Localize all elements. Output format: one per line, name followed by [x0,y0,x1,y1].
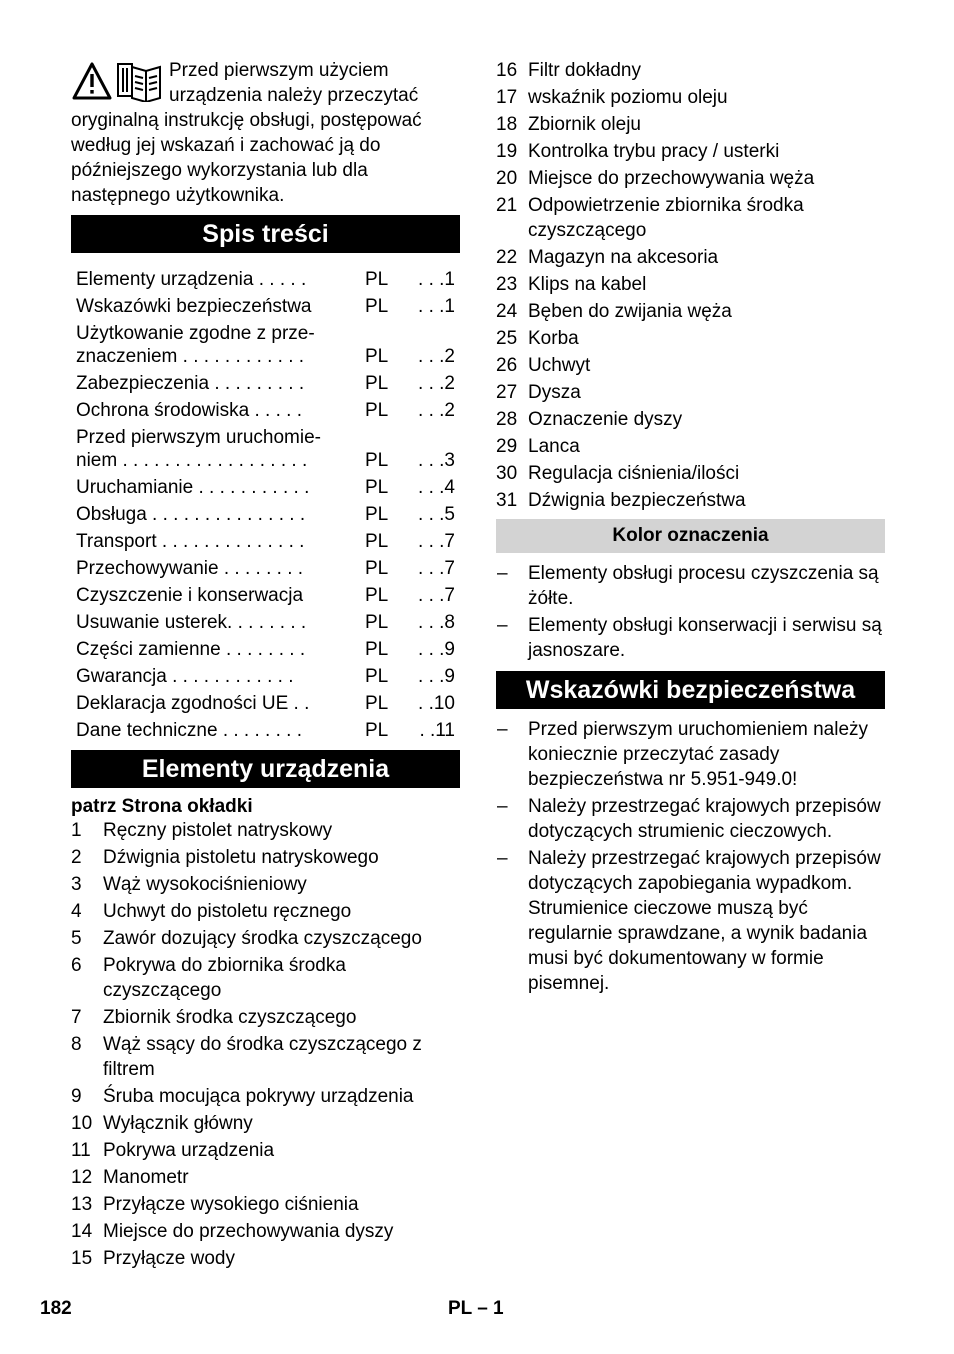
safety-list [496,717,885,996]
page-number: 182 [40,1298,72,1319]
toc-row [76,719,460,742]
toc-entry-lang: PL [365,585,389,606]
list-item [496,85,885,110]
list-item [71,872,460,897]
toc-entry-title: Uruchamianie . . . . . . . . . . . [76,477,310,498]
item-number: 11 [71,1140,91,1161]
item-text: Ręczny pistolet natryskowy [103,820,333,841]
item-text: Należy przestrzegać krajowych przepisów dotyczących zapobiegania wypadkom. Strumienice cieczowe muszą być regularnie sprawdzane, a wynik badania musi być dokumentowany w formie pisemnej. [528,848,881,994]
item-text: Wyłącznik główny [103,1113,253,1134]
toc-entry-page: . . .8 [418,612,455,633]
list-item [496,272,885,297]
list-item [496,846,885,996]
toc-entry-lang: PL [365,612,389,633]
item-text: Elementy obsługi konserwacji i serwisu są jasnoszare. [528,615,882,661]
elements-subheading: patrz Strona okładki [71,796,253,817]
toc-row [76,399,460,422]
list-item [496,299,885,324]
footer-lang-page: PL – 1 [448,1298,504,1319]
item-number: 21 [496,195,518,216]
item-text: Dysza [528,382,581,403]
toc-row [76,295,460,318]
item-number: 13 [71,1194,93,1215]
item-number: 26 [496,355,518,376]
toc-entry-lang: PL [365,558,389,579]
list-item [71,1111,460,1136]
toc-row [76,611,460,634]
toc-row [76,584,460,607]
toc-entry-page: . . .3 [418,450,455,471]
left-column [71,58,460,1273]
item-text: Regulacja ciśnienia/ilości [528,463,740,484]
list-item [496,166,885,191]
toc-entry-lang: PL [365,400,389,421]
list-item [496,407,885,432]
toc-entry-title: Obsługa . . . . . . . . . . . . . . . [76,504,306,525]
item-text: Przed pierwszym uruchomieniem należy koniecznie przeczytać zasady bezpieczeństwa nr 5.951-949.0! [528,719,869,790]
item-number: 4 [71,901,82,922]
toc-entry-title: Elementy urządzenia . . . . . [76,269,307,290]
item-text: Zbiornik środka czyszczącego [103,1007,357,1028]
toc-entry-lang: PL [365,639,389,660]
item-number: 29 [496,436,518,457]
toc-row [76,268,460,291]
toc-entry-title: Gwarancja . . . . . . . . . . . . [76,666,294,687]
item-number: 31 [496,490,518,511]
toc-entry-page: . . .7 [418,531,455,552]
toc-row [76,426,460,472]
table-of-contents [71,268,460,742]
item-text: Zawór dozujący środka czyszczącego [103,928,422,949]
item-number: 16 [496,60,518,81]
manual-book-icon [118,64,160,102]
toc-entry-page: . . .9 [418,639,455,660]
list-item [496,613,885,663]
item-text: Przyłącze wody [103,1248,235,1269]
list-item [496,461,885,486]
list-item [71,1246,460,1271]
list-item [496,193,885,243]
list-item [71,1165,460,1190]
toc-entry-lang: PL [365,720,389,741]
toc-entry-page: . . .1 [418,269,455,290]
list-item [496,488,885,513]
item-text: Bęben do zwijania węża [528,301,732,322]
toc-entry-lang: PL [365,346,389,367]
intro-notice [71,58,460,208]
bullet-dash: – [497,796,508,817]
toc-entry-title: Usuwanie usterek. . . . . . . . [76,612,307,633]
toc-row [76,638,460,661]
toc-entry-title: Wskazówki bezpieczeństwa [76,296,312,317]
toc-entry-page: . . .5 [418,504,455,525]
item-number: 10 [71,1113,93,1134]
list-item [71,1005,460,1030]
item-number: 3 [71,874,82,895]
item-text: Filtr dokładny [528,60,641,81]
toc-entry-lang: PL [365,450,389,471]
intro-text: Przed pierwszym użyciem urządzenia należy przeczytać oryginalną instrukcję obsługi, postępować według jej wskazań i zachować ją do późniejszego wykorzystania lub dla następnego użytkownika. [71,60,422,206]
item-number: 19 [496,141,518,162]
toc-entry-lang: PL [365,373,389,394]
list-item [496,561,885,611]
toc-entry-page: . .11 [419,720,455,741]
toc-entry-page: . . .2 [418,373,455,394]
item-number: 6 [71,955,82,976]
item-number: 14 [71,1221,93,1242]
elements-list-left [71,818,460,1271]
item-number: 5 [71,928,82,949]
bullet-dash: – [497,719,508,740]
item-number: 17 [496,87,518,108]
item-number: 9 [71,1086,82,1107]
item-number: 24 [496,301,518,322]
item-text: Wąż wysokociśnieniowy [103,874,307,895]
item-number: 18 [496,114,518,135]
item-text: Uchwyt [528,355,591,376]
item-text: Magazyn na akcesoria [528,247,719,268]
toc-row [76,692,460,715]
elements-heading: Elementy urządzenia [71,750,460,788]
toc-entry-title: Transport . . . . . . . . . . . . . . [76,531,305,552]
toc-entry-title: Czyszczenie i konserwacja [76,585,304,606]
toc-entry-page: . . .2 [418,346,455,367]
toc-row [76,372,460,395]
toc-entry-title: Przechowywanie . . . . . . . . [76,558,304,579]
elements-list-right [496,58,885,513]
item-text: Dźwignia bezpieczeństwa [528,490,746,511]
item-text: Odpowietrzenie zbiornika środka czyszczącego [528,195,804,241]
item-text: Zbiornik oleju [528,114,641,135]
toc-entry-title: Zabezpieczenia . . . . . . . . . [76,373,305,394]
list-item [496,380,885,405]
toc-entry-page: . . .7 [418,558,455,579]
list-item [496,245,885,270]
toc-entry-page: . . .2 [418,400,455,421]
list-item [496,139,885,164]
item-text: Miejsce do przechowywania dyszy [103,1221,394,1242]
toc-row [76,322,460,368]
toc-entry-lang: PL [365,693,389,714]
bullet-dash: – [497,615,508,636]
toc-entry-lang: PL [365,504,389,525]
toc-entry-lang: PL [365,477,389,498]
color-marking-list [496,561,885,663]
toc-row [76,476,460,499]
item-text: Klips na kabel [528,274,647,295]
toc-entry-lang: PL [365,269,389,290]
item-text: Oznaczenie dyszy [528,409,683,430]
item-number: 12 [71,1167,93,1188]
item-text: Elementy obsługi procesu czyszczenia są żółte. [528,563,879,609]
toc-row [76,557,460,580]
item-text: Pokrywa urządzenia [103,1140,275,1161]
item-number: 7 [71,1007,82,1028]
toc-entry-title: Deklaracja zgodności UE . . [76,693,310,714]
item-text: Przyłącze wysokiego ciśnienia [103,1194,359,1215]
toc-row [76,665,460,688]
toc-heading: Spis treści [71,215,460,253]
item-number: 1 [71,820,82,841]
list-item [71,1138,460,1163]
item-text: Wąż ssący do środka czyszczącego z filtrem [103,1034,422,1080]
item-text: Lanca [528,436,580,457]
item-number: 22 [496,247,518,268]
item-number: 28 [496,409,518,430]
safety-heading: Wskazówki bezpieczeństwa [496,671,885,709]
item-text: Manometr [103,1167,189,1188]
color-marking-heading: Kolor oznaczenia [496,519,885,553]
bullet-dash: – [497,563,508,584]
list-item [71,953,460,1003]
toc-entry-title: Przed pierwszym uruchomie- niem . . . . . . . . . . . . . . . . . . [76,427,321,471]
item-number: 15 [71,1248,93,1269]
item-number: 30 [496,463,518,484]
item-number: 8 [71,1034,82,1055]
list-item [496,794,885,844]
item-text: Pokrywa do zbiornika środka czyszczącego [103,955,346,1001]
list-item [496,434,885,459]
item-number: 20 [496,168,518,189]
item-text: wskaźnik poziomu oleju [528,87,728,108]
warning-manual-icons [71,58,167,102]
toc-entry-title: Dane techniczne . . . . . . . . [76,720,302,741]
toc-entry-title: Części zamienne . . . . . . . . [76,639,306,660]
toc-entry-lang: PL [365,531,389,552]
item-number: 25 [496,328,518,349]
list-item [496,58,885,83]
item-text: Śruba mocująca pokrywy urządzenia [103,1086,414,1107]
toc-entry-lang: PL [365,296,389,317]
list-item [496,326,885,351]
list-item [496,717,885,792]
warning-triangle-icon [74,64,110,98]
list-item [496,353,885,378]
list-item [71,1192,460,1217]
item-number: 27 [496,382,518,403]
right-column [496,58,885,998]
toc-entry-title: Ochrona środowiska . . . . . [76,400,302,421]
item-number: 2 [71,847,82,868]
list-item [71,818,460,843]
item-text: Dźwignia pistoletu natryskowego [103,847,379,868]
list-item [71,1084,460,1109]
item-number: 23 [496,274,518,295]
toc-entry-page: . . .4 [418,477,455,498]
list-item [71,1219,460,1244]
list-item [71,899,460,924]
list-item [496,112,885,137]
toc-entry-title: Użytkowanie zgodne z prze- znaczeniem . . . . . . . . . . . . [76,323,315,367]
item-text: Należy przestrzegać krajowych przepisów dotyczących strumienic cieczowych. [528,796,881,842]
toc-entry-page: . .10 [418,693,455,714]
item-text: Miejsce do przechowywania węża [528,168,815,189]
item-text: Korba [528,328,579,349]
toc-entry-page: . . .1 [418,296,455,317]
toc-entry-page: . . .7 [418,585,455,606]
list-item [71,926,460,951]
toc-row [76,530,460,553]
bullet-dash: – [497,848,508,869]
toc-entry-page: . . .9 [418,666,455,687]
item-text: Uchwyt do pistoletu ręcznego [103,901,352,922]
list-item [71,1032,460,1082]
item-text: Kontrolka trybu pracy / usterki [528,141,780,162]
list-item [71,845,460,870]
toc-row [76,503,460,526]
toc-entry-lang: PL [365,666,389,687]
